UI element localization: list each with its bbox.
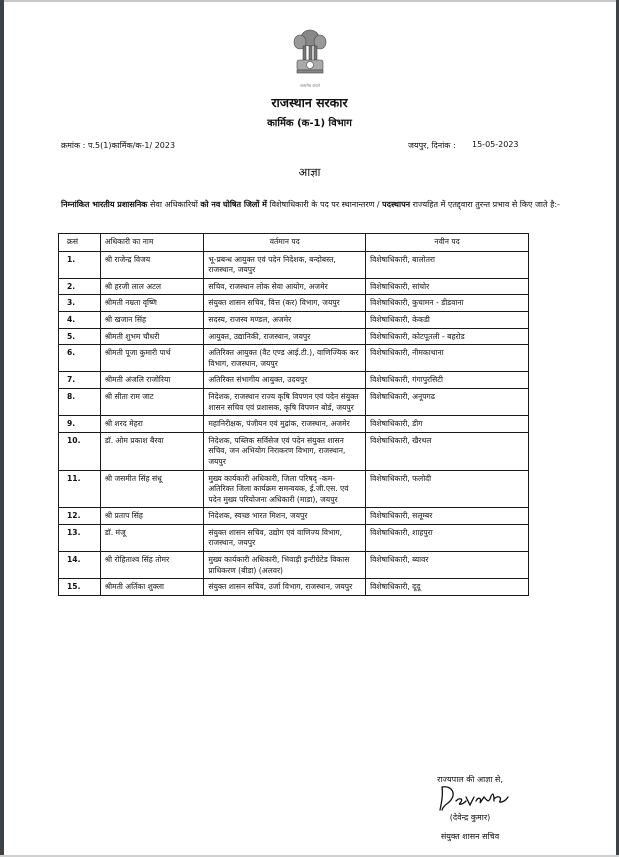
intro-text-6: राज्यहित में एतद्द्वारा तुरन्त प्रभाव से किए जाते है:-: [410, 200, 560, 209]
current-post: महानिरीक्षक, पंजीयन एवं मुद्रांक, राजस्थान, अजमेर: [204, 416, 366, 433]
current-post: सदस्य, राजस्व मण्डल, अजमेर: [204, 311, 366, 328]
serial-number: 14.: [59, 552, 101, 579]
new-post: विशेषाधिकारी, बालोतरा: [366, 251, 529, 278]
current-post: निदेशक, राजस्थान राज्य कृषि विपणन एवं पदेन संयुक्त शासन सचिव एवं प्रशासक, कृषि विपणन बोर्ड, जयपुर: [204, 388, 366, 415]
order-title: आज्ञा: [298, 165, 321, 179]
serial-number: 9.: [59, 416, 101, 433]
place-date-label: जयपुर, दिनांक :: [408, 141, 456, 150]
table-row: [59, 251, 529, 278]
new-post: विशेषाधिकारी, डीग: [366, 416, 529, 433]
current-post: अतिरिक्त आयुक्त (वैट एण्ड आई.टी.), वाणिज्यिक कर विभाग, राजस्थान, जयपुर: [204, 345, 366, 372]
header-officer-name: अधिकारी का नाम: [100, 234, 204, 252]
table-row: [59, 432, 529, 470]
order-date: 15-05-2023: [472, 140, 519, 149]
serial-number: 7.: [59, 372, 101, 389]
signatory-name: (देवेन्द्र कुमार): [449, 813, 491, 822]
officer-name: श्री सीता राम जाट: [100, 388, 204, 415]
serial-number: 10.: [59, 432, 101, 470]
current-post: संयुक्त शासन सचिव, उर्जा विभाग, राजस्थान, जयपुर: [204, 579, 366, 596]
current-post: संयुक्त शासन सचिव, उद्योग एवं वाणिज्य विभाग, राजस्थान, जयपुर: [204, 524, 366, 551]
officer-name: डॉ. ओम प्रकाश बैरवा: [100, 432, 204, 470]
current-post: भू-प्रबन्ध आयुक्त एवं पदेन निदेशक, बन्दोबस्त, राजस्थान, जयपुर: [204, 251, 366, 278]
table-row: [59, 470, 529, 508]
serial-number: 5.: [59, 328, 101, 345]
current-post: मुख्य कार्यकारी अधिकारी, जिला परिषद् -कम- अतिरिक्त जिला कार्यक्रम समन्वयक, ई.जी.एस. एवं पदेन मुख्य परियोजना अधिकारी (माडा), जयपुर: [204, 470, 366, 508]
department-name: कार्मिक (क-1) विभाग: [267, 118, 352, 129]
officer-name: श्री प्रताप सिंह: [100, 508, 204, 525]
table-row: [59, 278, 529, 295]
serial-number: 13.: [59, 524, 101, 551]
table-row: [59, 345, 529, 372]
header-serial: क्रसं: [59, 234, 101, 252]
serial-number: 8.: [59, 388, 101, 415]
header-current-post: वर्तमान पद: [204, 234, 366, 252]
new-post: विशेषाधिकारी, अनूपगढ: [366, 388, 529, 415]
reference-number: [61, 140, 175, 151]
new-post: विशेषाधिकारी, सलूम्बर: [366, 508, 529, 525]
serial-number: 4.: [59, 311, 101, 328]
serial-number: 15.: [59, 579, 101, 596]
table-row: [59, 372, 529, 389]
government-name: राजस्थान सरकार: [271, 95, 348, 110]
reference-number-value: प.5(1)कार्मिक/क-1/ 2023: [87, 141, 176, 150]
serial-number: 12.: [59, 508, 101, 525]
officer-name: श्रीमती शुभम चौधरी: [100, 328, 204, 345]
scan-top-edge: [0, 0, 619, 2]
table-row: [59, 388, 529, 415]
table-row: [59, 524, 529, 551]
serial-number: 2.: [59, 278, 101, 295]
current-post: अतिरिक्त संभागीय आयुक्त, उदयपुर: [204, 372, 366, 389]
table-row: [59, 416, 529, 433]
transfer-orders-table: [58, 233, 529, 596]
officer-name: श्री राजेन्द्र विजय: [100, 251, 204, 278]
new-post: विशेषाधिकारी, ब्यावर: [366, 552, 529, 579]
serial-number: 3.: [59, 295, 101, 312]
new-post: विशेषाधिकारी, नीमकाथाना: [366, 345, 529, 372]
intro-text-2: सेवा अधिकारियों: [147, 200, 201, 209]
officer-name: श्री रोहिताश्व सिंह तोमर: [100, 552, 204, 579]
officer-name: श्री शरद मेहरा: [100, 416, 204, 433]
current-post: आयुक्त, उद्यानिकी, राजस्थान, जयपुर: [204, 328, 366, 345]
new-post: विशेषाधिकारी, केकडी: [366, 311, 529, 328]
new-post: विशेषाधिकारी, दूदू: [366, 579, 529, 596]
current-post: निदेशक, स्वच्छ भारत मिशन, जयपुर: [204, 508, 366, 525]
officer-name: श्रीमती अर्तिका शुक्ला: [100, 579, 204, 596]
new-post: विशेषाधिकारी, कोटपूतली - बहरोड: [366, 328, 529, 345]
new-post: विशेषाधिकारी, गंगापुरसिटी: [366, 372, 529, 389]
handwritten-signature-icon: [434, 783, 514, 813]
authority-line: राज्यपाल की आज्ञा से,: [437, 775, 503, 784]
emblem-motto: सत्यमेव जयते: [300, 83, 320, 88]
table-row: [59, 328, 529, 345]
current-post: सचिव, राजस्थान लोक सेवा आयोग, अजमेर: [204, 278, 366, 295]
reference-number-label: क्रमांक :: [61, 141, 86, 150]
new-post: विशेषाधिकारी, कुचामन - डीडवाना: [366, 295, 529, 312]
new-post: विशेषाधिकारी, खैरथल: [366, 432, 529, 470]
new-post: विशेषाधिकारी, शाहपुरा: [366, 524, 529, 551]
officer-name: श्री जसमीत सिंह संधू: [100, 470, 204, 508]
intro-bold-1: निम्नांकित भारतीय प्रशासनिक: [61, 200, 148, 209]
intro-text-4: विशेषाधिकारी के पद पर स्थानान्तरण /: [266, 200, 383, 209]
serial-number: 1.: [59, 251, 101, 278]
table-row: [59, 552, 529, 579]
table-row: [59, 508, 529, 525]
intro-bold-5: पदस्थापन: [382, 200, 411, 209]
officer-name: श्रीमती पूजा कुमारी पार्थ: [100, 345, 204, 372]
current-post: निदेशक, पब्लिक सर्विसेज एवं पदेन संयुक्त शासन सचिव, जन अभियोग निराकरण विभाग, राजस्थान, जयपुर: [204, 432, 366, 470]
signatory-designation: संयुक्त शासन सचिव: [440, 832, 500, 841]
table-row: [59, 311, 529, 328]
header-new-post: नवीन पद: [366, 234, 529, 252]
table-row: [59, 295, 529, 312]
intro-bold-3: को नव घोषित जिलों में: [200, 200, 267, 209]
serial-number: 11.: [59, 470, 101, 508]
current-post: संयुक्त शासन सचिव, वित्त (कर) विभाग, जयपुर: [204, 295, 366, 312]
officer-name: श्री हरजी लाल अटल: [100, 278, 204, 295]
new-post: विशेषाधिकारी, फलोदी: [366, 470, 529, 508]
officer-name: श्रीमती नम्रता वृष्णि: [100, 295, 204, 312]
serial-number: 6.: [59, 345, 101, 372]
new-post: विशेषाधिकारी, सांचोर: [366, 278, 529, 295]
officer-name: श्रीमती अंजलि राजोरिया: [100, 372, 204, 389]
order-intro-paragraph: [61, 197, 591, 212]
officer-name: श्री खजान सिंह: [100, 311, 204, 328]
table-header-row: [59, 234, 529, 252]
table-row: [59, 579, 529, 596]
current-post: मुख्य कार्यकारी अधिकारी, भिवाड़ी इन्टीग्रेटेड विकास प्राधिकरण (बीडा) (अलवर): [204, 552, 366, 579]
officer-name: डॉ. मंजू: [100, 524, 204, 551]
national-emblem-icon: [287, 26, 333, 86]
